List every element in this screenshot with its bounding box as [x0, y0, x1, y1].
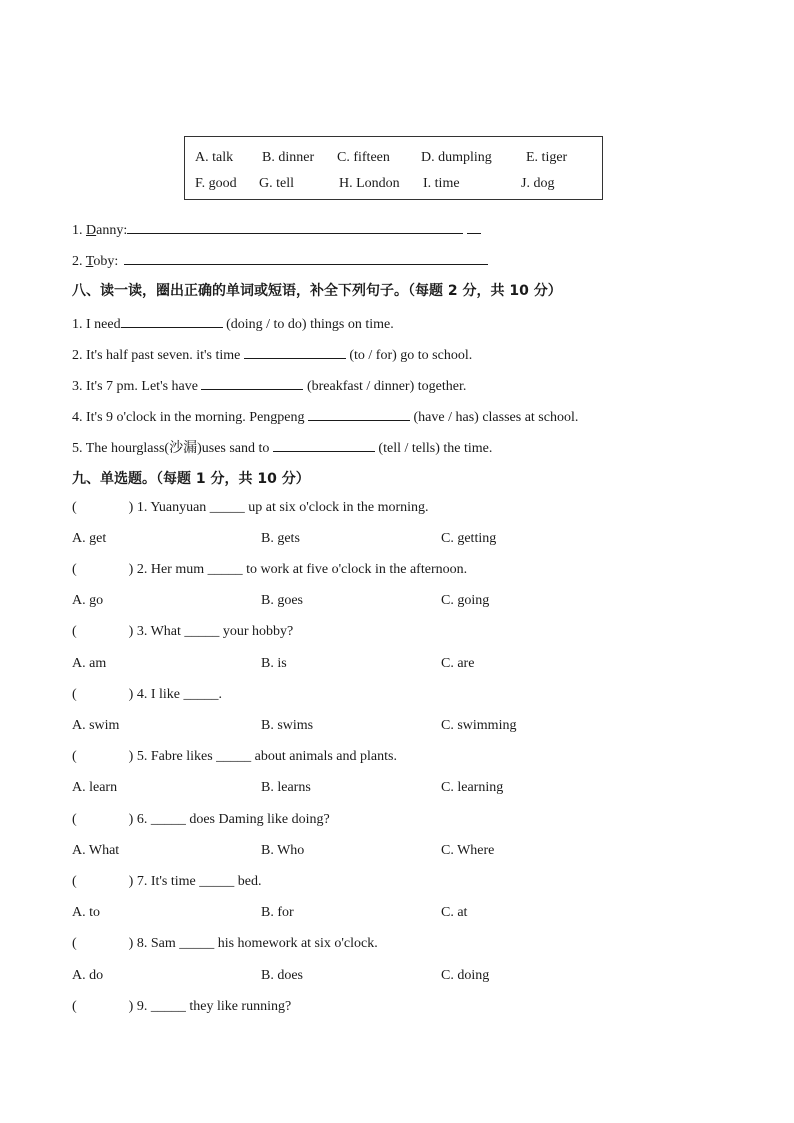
item-number: 1.	[72, 223, 86, 238]
word-bank-item: E. tiger	[526, 150, 568, 165]
word-bank-item: J. dog	[521, 176, 555, 191]
writing-line-toby	[72, 250, 488, 270]
sentence-text: (have / has) classes at school.	[410, 410, 579, 425]
sentence-text: (breakfast / dinner) together.	[303, 379, 467, 394]
section8-item	[72, 375, 466, 395]
sentence-text: (tell / tells) the time.	[374, 441, 493, 456]
word-bank-item: G. tell	[259, 176, 294, 191]
option-c[interactable]: C. swimming	[441, 718, 517, 733]
section8-item	[72, 313, 394, 333]
word-bank-item: B. dinner	[262, 150, 315, 165]
answer-bracket[interactable]: (	[72, 749, 77, 764]
word-bank-item: D. dumpling	[421, 150, 492, 165]
answer-line[interactable]	[121, 313, 223, 328]
question-text: ) 5. Fabre likes _____ about animals and plants.	[128, 749, 397, 764]
question-stem	[72, 624, 293, 640]
option-b[interactable]: B. swims	[261, 718, 314, 733]
option-a[interactable]: A. get	[72, 531, 107, 546]
answer-bracket[interactable]: (	[72, 874, 77, 889]
option-b[interactable]: B. learns	[261, 780, 311, 795]
sentence-text: (to / for) go to school.	[345, 348, 473, 363]
question-stem	[72, 500, 429, 516]
question-text: ) 9. _____ they like running?	[128, 999, 292, 1014]
answer-line[interactable]	[308, 406, 410, 421]
word-bank-item: C. fifteen	[337, 150, 390, 165]
option-b[interactable]: B. gets	[261, 531, 300, 546]
section8-item	[72, 437, 492, 457]
option-a[interactable]: A. to	[72, 905, 100, 920]
sentence-text: 4. It's 9 o'clock in the morning. Pengpeng	[72, 410, 309, 425]
option-c[interactable]: C. doing	[441, 968, 490, 983]
word-bank-box	[184, 136, 603, 200]
name-label: anny:	[96, 223, 128, 238]
underlined-initial: D	[86, 223, 97, 238]
section8-item	[72, 344, 472, 364]
sentence-text: 5. The hourglass(沙漏)uses sand to	[72, 441, 273, 456]
section8-item	[72, 406, 578, 426]
question-text: ) 3. What _____ your hobby?	[128, 624, 294, 639]
question-stem	[72, 812, 330, 828]
answer-bracket[interactable]: (	[72, 562, 77, 577]
question-stem	[72, 874, 261, 890]
question-stem	[72, 687, 222, 703]
option-a[interactable]: A. do	[72, 968, 104, 983]
word-bank-item: H. London	[339, 176, 400, 191]
section8-heading: 八、读一读，圈出正确的单词或短语，补全下列句子。（每题 2 分，共 10 分）	[72, 283, 562, 299]
answer-line[interactable]	[201, 375, 303, 390]
option-b[interactable]: B. Who	[261, 843, 305, 858]
underlined-initial: T	[85, 254, 94, 269]
answer-line[interactable]	[124, 250, 488, 265]
question-stem	[72, 749, 397, 765]
answer-bracket[interactable]: (	[72, 624, 77, 639]
option-a[interactable]: A. swim	[72, 718, 120, 733]
option-b[interactable]: B. is	[261, 656, 287, 671]
option-a[interactable]: A. What	[72, 843, 120, 858]
question-stem	[72, 999, 291, 1015]
question-text: ) 6. _____ does Daming like doing?	[128, 812, 330, 827]
option-c[interactable]: C. are	[441, 656, 475, 671]
question-text: ) 2. Her mum _____ to work at five o'clock in the afternoon.	[128, 562, 468, 577]
question-text: ) 4. I like _____.	[128, 687, 222, 702]
answer-bracket[interactable]: (	[72, 812, 77, 827]
word-bank-item: I. time	[423, 176, 460, 191]
option-b[interactable]: B. does	[261, 968, 303, 983]
answer-line[interactable]	[467, 219, 481, 234]
answer-bracket[interactable]: (	[72, 687, 77, 702]
sentence-text: (doing / to do) things on time.	[222, 317, 394, 332]
word-bank-item: A. talk	[195, 150, 234, 165]
sentence-text: 2. It's half past seven. it's time	[72, 348, 244, 363]
question-text: ) 1. Yuanyuan _____ up at six o'clock in the morning.	[128, 500, 429, 515]
option-b[interactable]: B. for	[261, 905, 294, 920]
answer-bracket[interactable]: (	[72, 936, 77, 951]
option-a[interactable]: A. am	[72, 656, 107, 671]
option-a[interactable]: A. learn	[72, 780, 118, 795]
item-number: 2.	[72, 254, 86, 269]
answer-bracket[interactable]: (	[72, 500, 77, 515]
question-text: ) 8. Sam _____ his homework at six o'clock.	[128, 936, 378, 951]
answer-line[interactable]	[244, 344, 346, 359]
answer-line[interactable]	[127, 219, 463, 234]
option-c[interactable]: C. going	[441, 593, 490, 608]
option-c[interactable]: C. getting	[441, 531, 497, 546]
answer-line[interactable]	[273, 437, 375, 452]
section9-heading: 九、单选题。（每题 1 分，共 10 分）	[72, 471, 310, 487]
question-stem	[72, 936, 378, 952]
question-stem	[72, 562, 467, 578]
question-text: ) 7. It's time _____ bed.	[128, 874, 262, 889]
answer-bracket[interactable]: (	[72, 999, 77, 1014]
sentence-text: 3. It's 7 pm. Let's have	[72, 379, 202, 394]
option-b[interactable]: B. goes	[261, 593, 303, 608]
sentence-text: 1. I need	[72, 317, 121, 332]
name-label: oby:	[93, 254, 119, 269]
option-c[interactable]: C. at	[441, 905, 468, 920]
word-bank-item: F. good	[195, 176, 237, 191]
option-c[interactable]: C. learning	[441, 780, 504, 795]
option-a[interactable]: A. go	[72, 593, 104, 608]
option-c[interactable]: C. Where	[441, 843, 495, 858]
writing-line-danny	[72, 219, 481, 239]
